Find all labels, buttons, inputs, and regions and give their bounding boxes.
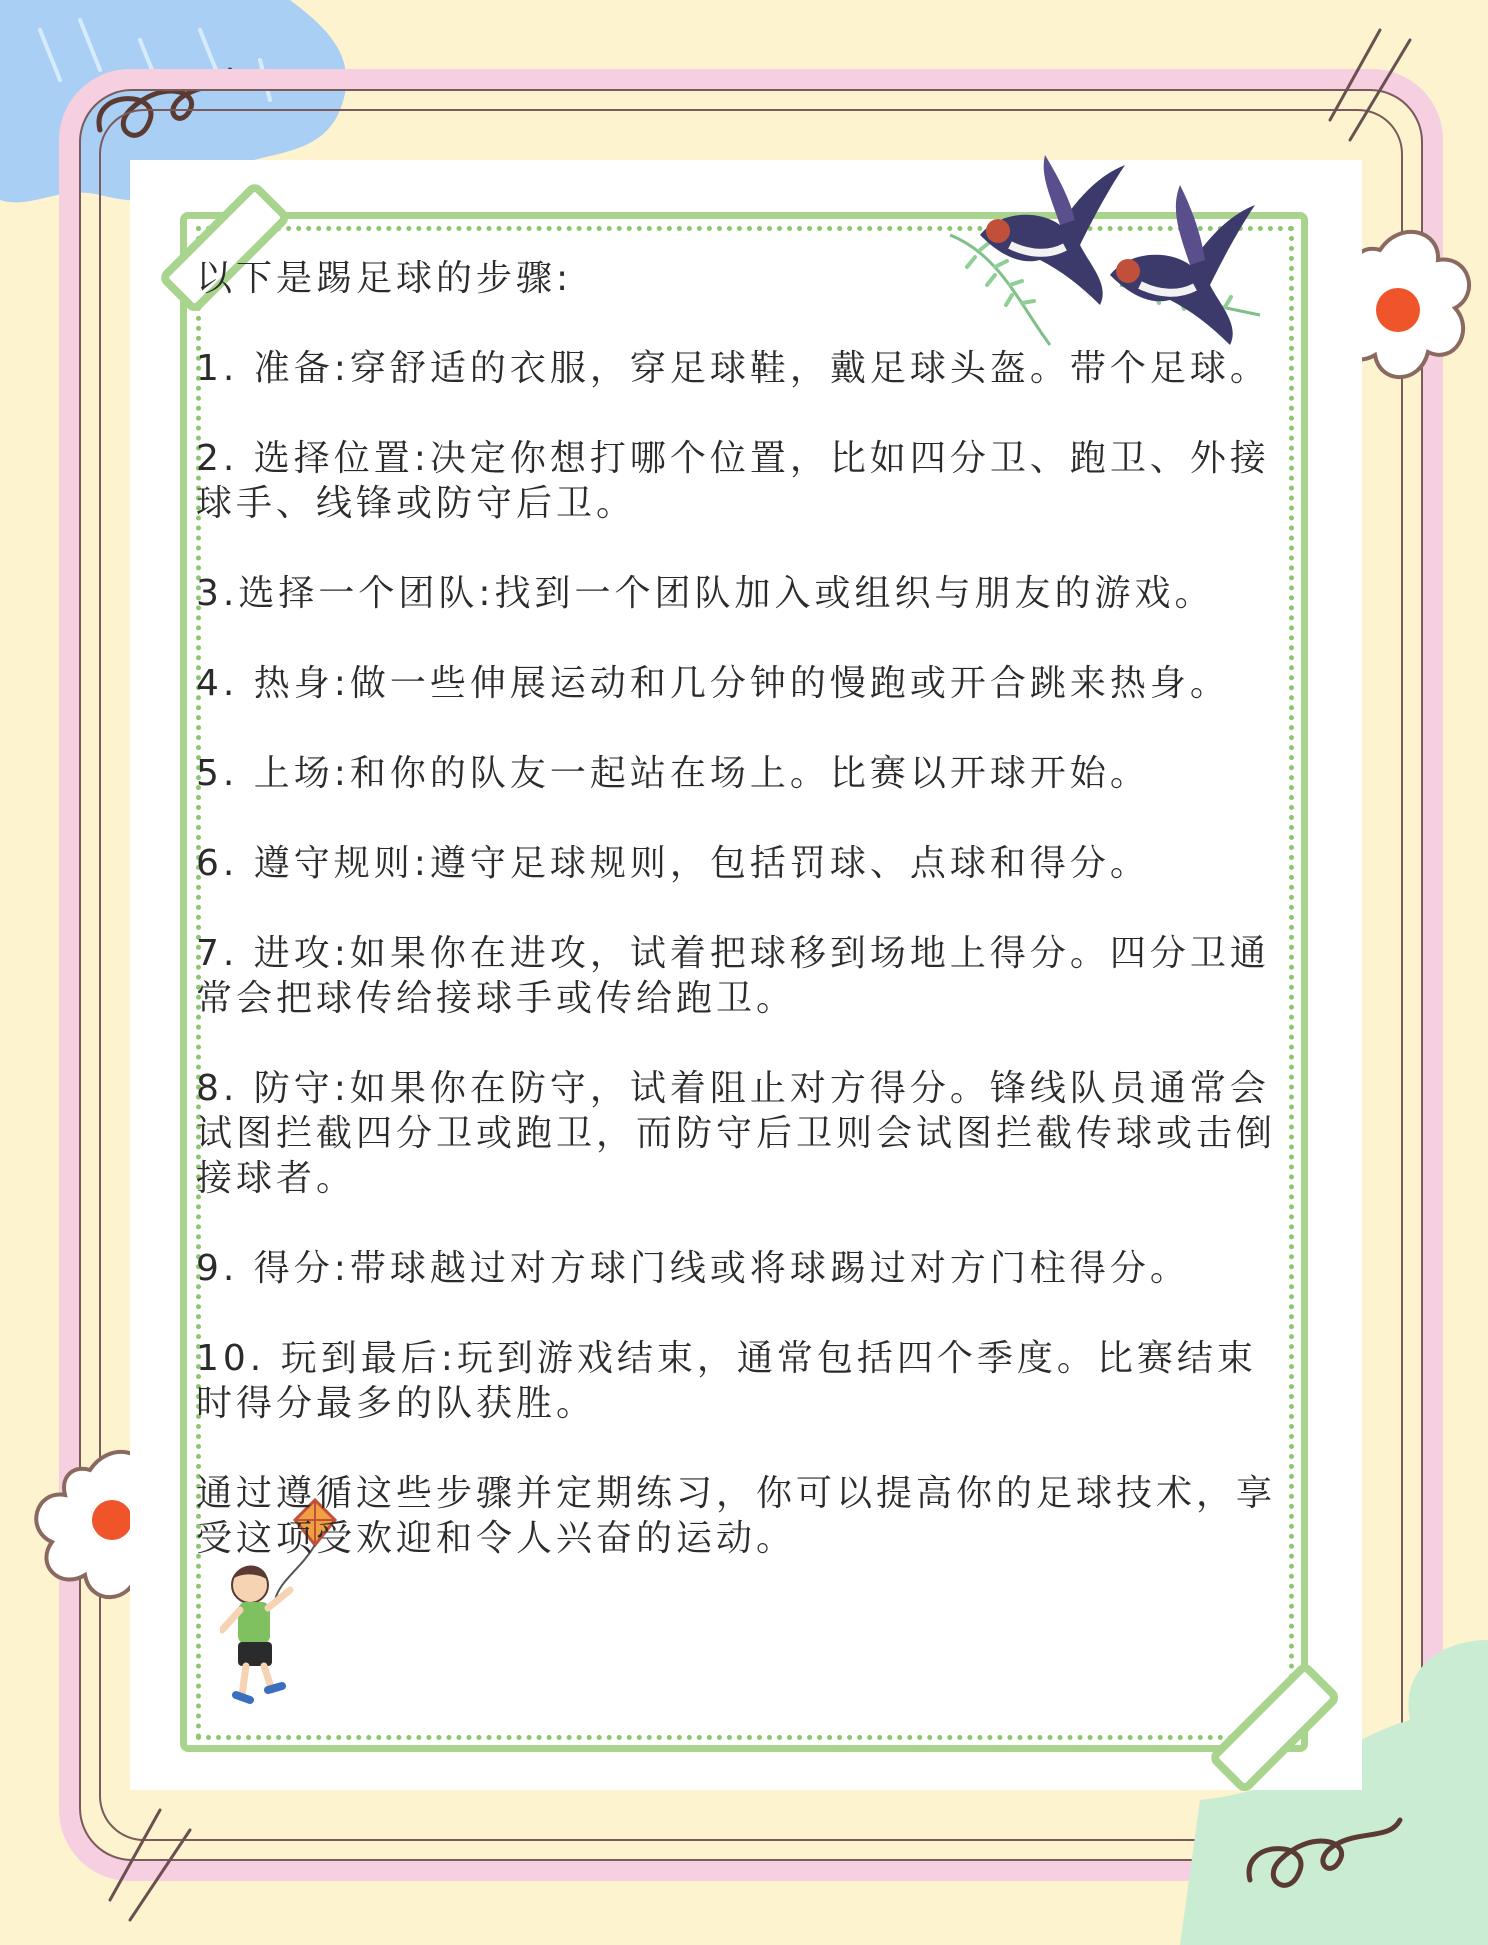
step-9: 9. 得分:带球越过对方球门线或将球踢过对方门柱得分。 bbox=[196, 1248, 1190, 1289]
intro-text: 以下是踢足球的步骤: bbox=[196, 258, 573, 299]
washi-tape-icon bbox=[1190, 1650, 1360, 1820]
conclusion-text: 通过遵循这些步骤并定期练习，你可以提高你的足球技术，享受这项受欢迎和令人兴奋的运动。 bbox=[196, 1473, 1277, 1559]
step-2: 2. 选择位置:决定你想打哪个位置，比如四分卫、跑卫、外接球手、线锋或防守后卫。 bbox=[196, 438, 1270, 524]
step-4: 4. 热身:做一些伸展运动和几分钟的慢跑或开合跳来热身。 bbox=[196, 663, 1230, 704]
step-7: 7. 进攻:如果你在进攻，试着把球移到场地上得分。四分卫通常会把球传给接球手或传给跑卫。 bbox=[196, 933, 1270, 1019]
step-10: 10. 玩到最后:玩到游戏结束，通常包括四个季度。比赛结束时得分最多的队获胜。 bbox=[196, 1338, 1257, 1424]
step-8: 8. 防守:如果你在防守，试着阻止对方得分。锋线队员通常会试图拦截四分卫或跑卫，而防守后卫则会试图拦截传球或击倒接球者。 bbox=[196, 1068, 1277, 1199]
article-body bbox=[196, 256, 1296, 1606]
step-3: 3.选择一个团队:找到一个团队加入或组织与朋友的游戏。 bbox=[196, 573, 1215, 614]
step-1: 1. 准备:穿舒适的衣服，穿足球鞋，戴足球头盔。带个足球。 bbox=[196, 348, 1270, 389]
step-6: 6. 遵守规则:遵守足球规则，包括罚球、点球和得分。 bbox=[196, 843, 1150, 884]
step-5: 5. 上场:和你的队友一起站在场上。比赛以开球开始。 bbox=[196, 753, 1150, 794]
